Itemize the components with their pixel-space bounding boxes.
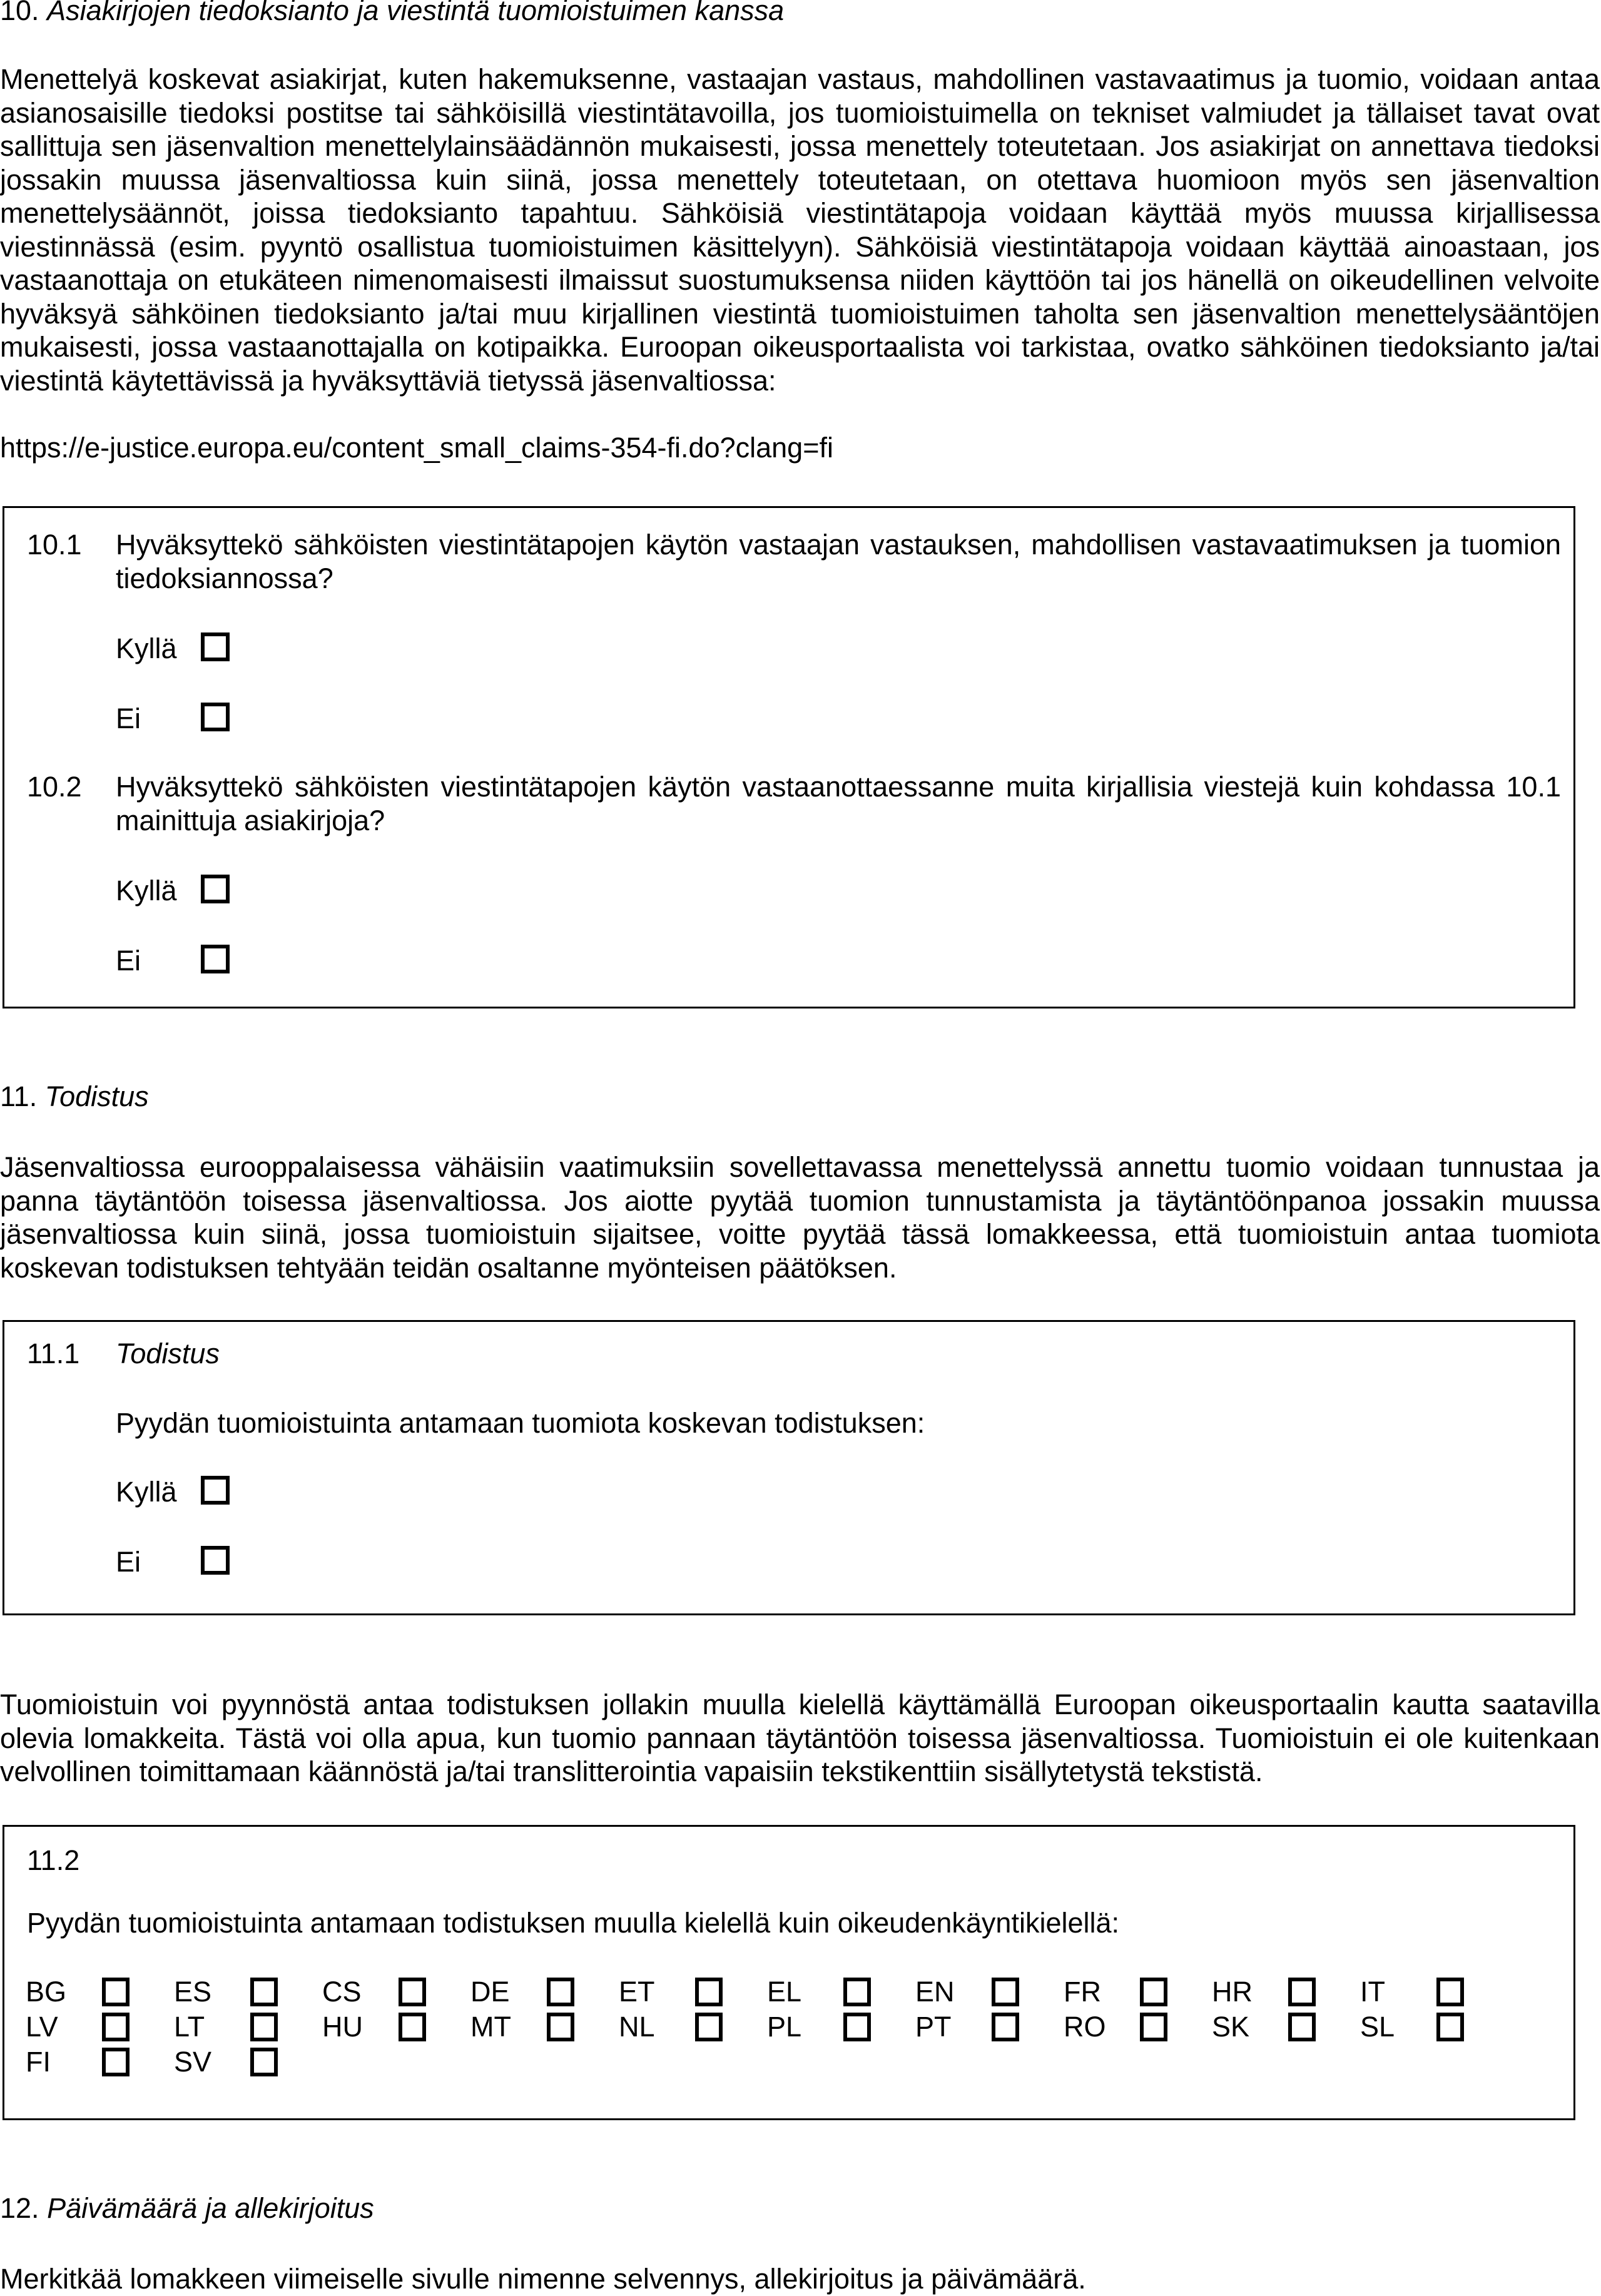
section-10-number: 10. bbox=[0, 0, 39, 26]
section-11-heading bbox=[0, 1080, 149, 1114]
section-12-text: Merkitkää lomakkeen viimeiselle sivulle nimenne selvennys, allekirjoitus ja päivämäärä. bbox=[0, 2263, 1086, 2295]
language-label: LV bbox=[26, 2011, 58, 2043]
language-checkbox-pt[interactable] bbox=[992, 2013, 1019, 2041]
question-10-2-number: 10.2 bbox=[27, 771, 82, 803]
section-11-paragraph-2: Tuomioistuin voi pyynnöstä antaa todistuksen jollakin muulla kielellä käyttämällä Euroopan oikeusportaalin kautta saatavilla olevia lomakkeita. Tästä voi olla apua, kun tuomio pannaan täytäntöön toisessa jäsenvaltiossa. Tuomioistuin ei ole kuitenkaan velvollinen toimittamaan käännöstä ja/tai translitterointia vapaisiin tekstikenttiin sisällytetystä tekstistä. bbox=[0, 1689, 1600, 1787]
language-checkbox-et[interactable] bbox=[695, 1978, 723, 2006]
language-checkbox-sv[interactable] bbox=[250, 2048, 278, 2076]
language-option-nl[interactable] bbox=[619, 2011, 744, 2070]
language-label: DE bbox=[470, 1976, 510, 2008]
language-checkbox-bg[interactable] bbox=[102, 1978, 130, 2006]
question-10-2-no-label: Ei bbox=[116, 945, 141, 977]
language-label: EL bbox=[767, 1976, 802, 2008]
language-option-pt[interactable] bbox=[915, 2011, 1040, 2070]
section-10-paragraph: Menettelyä koskevat asiakirjat, kuten hakemuksenne, vastaajan vastaus, mahdollinen vastavaatimus ja tuomio, voidaan antaa asianosaisille tiedoksi postitse tai sähköisillä viestintätavoilla, jos tuomioistuimella on tekniset valmiudet ja tällaiset tavat ovat sallittuja sen jäsenvaltion menettelylainsäädännön mukaisesti, jossa menettely toteutetaan. Jos asiakirjat on annettava tiedoksi jossakin muussa jäsenvaltiossa kuin siinä, jossa menettely toteutetaan, on otettava huomioon myös sen jäsenvaltion menettelysäännöt, joissa tiedoksianto tapahtuu. Sähköisiä viestintätapoja voidaan käyttää myös muussa kirjallisessa viestinnässä (esim. pyyntö osallistua tuomioistuimen käsittelyyn). Sähköisiä viestintätapoja voidaan käyttää ainoastaan, jos vastaanottaja on etukäteen nimenomaisesti ilmaissut suostumuksensa niiden käyttöön tai jos hänellä on oikeudellinen velvoite hyväksyä sähköinen tiedoksianto ja/tai muu kirjallinen viestintä tuomioistuimen taholta sen jäsenvaltion menettelysääntöjen mukaisesti, jossa vastaanottajalla on kotipaikka. Euroopan oikeusportaalista voi tarkistaa, ovatko sähköinen tiedoksianto ja/tai viestintä käytettävissä ja hyväksyttäviä tietyssä jäsenvaltiossa: bbox=[0, 63, 1600, 397]
language-option-sk[interactable] bbox=[1212, 2011, 1337, 2070]
language-checkbox-it[interactable] bbox=[1436, 1978, 1464, 2006]
language-checkbox-sk[interactable] bbox=[1288, 2013, 1316, 2041]
question-11-1-title: Todistus bbox=[116, 1338, 220, 1369]
section-12-heading bbox=[0, 2192, 374, 2225]
language-option-fi[interactable] bbox=[26, 2046, 151, 2105]
language-label: CS bbox=[322, 1976, 362, 2008]
language-label: SK bbox=[1212, 2011, 1250, 2043]
language-checkbox-lt[interactable] bbox=[250, 2013, 278, 2041]
language-option-mt[interactable] bbox=[470, 2011, 596, 2070]
section-10-heading bbox=[0, 0, 784, 28]
section-12-title: Päivämäärä ja allekirjoitus bbox=[47, 2192, 374, 2224]
section-11-paragraph: Jäsenvaltiossa eurooppalaisessa vähäisiin vaatimuksiin sovellettavassa menettelyssä annettu tuomio voidaan tunnustaa ja panna täytäntöön toisessa jäsenvaltiossa. Jos aiotte pyytää tuomion tunnustamista ja täytäntöönpanoa jossakin muussa jäsenvaltiossa kuin siinä, jossa tuomioistuin sijaitsee, voitte pyytää tässä lomakkeessa, että tuomioistuin antaa tuomiota koskevan todistuksen tehtyään teidän osaltanne myönteisen päätöksen. bbox=[0, 1151, 1600, 1284]
language-label: PL bbox=[767, 2011, 802, 2043]
question-box-11-2 bbox=[3, 1825, 1575, 2120]
question-10-2-yes-label: Kyllä bbox=[116, 875, 177, 907]
question-10-1-yes-checkbox[interactable] bbox=[201, 632, 230, 661]
language-checkbox-en[interactable] bbox=[992, 1978, 1019, 2006]
section-12-number: 12. bbox=[0, 2192, 39, 2224]
question-10-1-number: 10.1 bbox=[27, 529, 82, 561]
language-option-sl[interactable] bbox=[1360, 2011, 1485, 2070]
language-label: SV bbox=[174, 2046, 212, 2078]
question-10-1-yes-label: Kyllä bbox=[116, 632, 177, 664]
language-label: FI bbox=[26, 2046, 51, 2078]
language-label: FR bbox=[1064, 1976, 1101, 2008]
language-checkbox-fi[interactable] bbox=[102, 2048, 130, 2076]
question-11-1-number: 11.1 bbox=[27, 1338, 80, 1369]
language-label: ET bbox=[619, 1976, 655, 2008]
language-checkbox-lv[interactable] bbox=[102, 2013, 130, 2041]
language-label: BG bbox=[26, 1976, 67, 2008]
language-checkbox-sl[interactable] bbox=[1436, 2013, 1464, 2041]
section-10-title: Asiakirjojen tiedoksianto ja viestintä tuomioistuimen kanssa bbox=[47, 0, 785, 26]
question-10-1-text: Hyväksyttekö sähköisten viestintätapojen käytön vastaajan vastauksen, mahdollisen vastavaatimuksen ja tuomion tiedoksiannossa? bbox=[116, 529, 1561, 594]
question-10-2-no-checkbox[interactable] bbox=[201, 945, 230, 973]
language-checkbox-pl[interactable] bbox=[843, 2013, 871, 2041]
language-label: RO bbox=[1064, 2011, 1106, 2043]
language-label: HR bbox=[1212, 1976, 1253, 2008]
language-checkbox-mt[interactable] bbox=[547, 2013, 574, 2041]
question-11-2-text: Pyydän tuomioistuinta antamaan todistuksen muulla kielellä kuin oikeudenkäyntikielellä: bbox=[27, 1907, 1120, 1939]
language-checkbox-hr[interactable] bbox=[1288, 1978, 1316, 2006]
question-11-2-number: 11.2 bbox=[27, 1844, 80, 1876]
question-10-2-text: Hyväksyttekö sähköisten viestintätapojen käytön vastaanottaessanne muita kirjallisia viestejä kuin kohdassa 10.1 mainittuja asiakirjoja? bbox=[116, 771, 1561, 836]
question-11-1-no-label: Ei bbox=[116, 1546, 141, 1578]
section-11-number: 11. bbox=[0, 1080, 38, 1112]
section-11-title: Todistus bbox=[44, 1080, 149, 1112]
question-10-1-no-label: Ei bbox=[116, 703, 141, 734]
language-label: EN bbox=[915, 1976, 955, 2008]
language-label: LT bbox=[174, 2011, 205, 2043]
language-checkbox-cs[interactable] bbox=[399, 1978, 426, 2006]
language-label: PT bbox=[915, 2011, 952, 2043]
language-option-pl[interactable] bbox=[767, 2011, 892, 2070]
language-checkbox-hu[interactable] bbox=[399, 2013, 426, 2041]
language-option-sv[interactable] bbox=[174, 2046, 299, 2105]
language-checkbox-nl[interactable] bbox=[695, 2013, 723, 2041]
language-option-hu[interactable] bbox=[322, 2011, 447, 2070]
language-checkbox-es[interactable] bbox=[250, 1978, 278, 2006]
language-checkbox-ro[interactable] bbox=[1140, 2013, 1167, 2041]
language-label: SL bbox=[1360, 2011, 1395, 2043]
question-10-2-yes-checkbox[interactable] bbox=[201, 875, 230, 903]
language-option-ro[interactable] bbox=[1064, 2011, 1189, 2070]
question-11-1-yes-label: Kyllä bbox=[116, 1476, 177, 1508]
language-label: NL bbox=[619, 2011, 655, 2043]
question-11-1-text: Pyydän tuomioistuinta antamaan tuomiota koskevan todistuksen: bbox=[116, 1407, 925, 1439]
language-label: ES bbox=[174, 1976, 212, 2008]
language-label: HU bbox=[322, 2011, 363, 2043]
language-label: MT bbox=[470, 2011, 511, 2043]
language-checkbox-fr[interactable] bbox=[1140, 1978, 1167, 2006]
language-checkbox-de[interactable] bbox=[547, 1978, 574, 2006]
question-11-1-yes-checkbox[interactable] bbox=[201, 1476, 230, 1505]
language-checkbox-el[interactable] bbox=[843, 1978, 871, 2006]
e-justice-url: https://e-justice.europa.eu/content_small_claims-354-fi.do?clang=fi bbox=[0, 432, 833, 464]
question-10-1-no-checkbox[interactable] bbox=[201, 703, 230, 731]
question-box-10 bbox=[3, 506, 1575, 1008]
language-label: IT bbox=[1360, 1976, 1385, 2008]
question-box-11-1 bbox=[3, 1320, 1575, 1615]
question-11-1-no-checkbox[interactable] bbox=[201, 1546, 230, 1575]
